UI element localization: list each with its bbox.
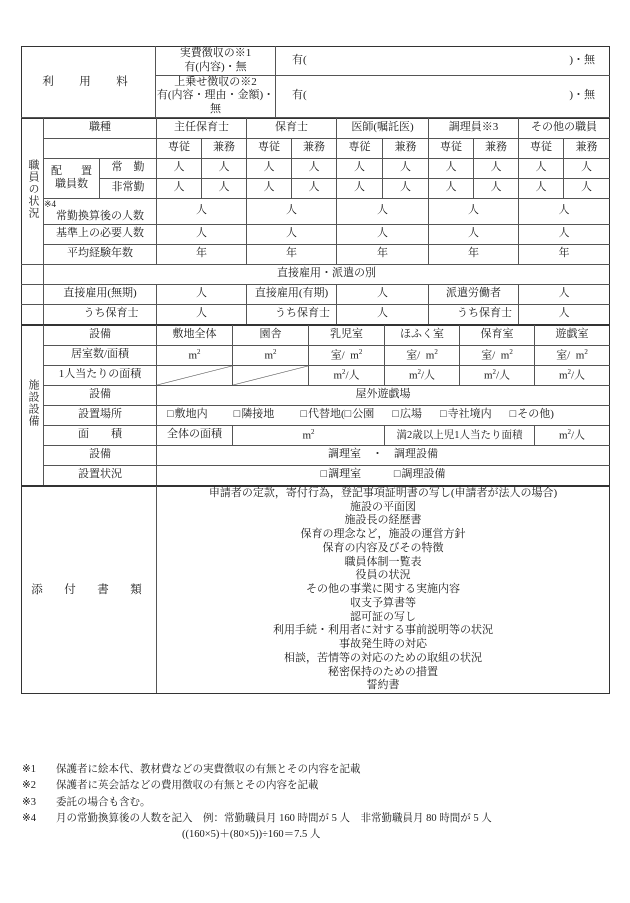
duty-header-spacer xyxy=(44,138,157,158)
install-option-cooking-equipment[interactable] xyxy=(394,468,446,480)
footnote-row-1 xyxy=(22,762,622,778)
attachment-item: 施設長の経歴書 xyxy=(344,514,422,527)
fte-value-0[interactable]: 人 xyxy=(157,198,247,224)
job-type-head-4: その他の職員 xyxy=(519,118,610,138)
staff-section-label-spacer-2 xyxy=(22,284,44,304)
duty-head-3-part: 兼務 xyxy=(474,138,519,158)
employment-type-2-label: 派遣労働者 xyxy=(429,284,519,304)
avg-years-value-3[interactable]: 年 xyxy=(429,244,519,264)
placement-count-label-line1: 配 置 xyxy=(51,164,96,177)
fte-value-1[interactable]: 人 xyxy=(247,198,337,224)
location-option-onsite-label: 敷地内 xyxy=(174,408,208,421)
fee-section-label: 利 用 料 xyxy=(22,47,156,118)
location-options-cell xyxy=(157,405,610,425)
required-value-1[interactable]: 人 xyxy=(247,224,337,244)
room-count-value-3[interactable]: 室/ $m^2$ xyxy=(385,345,460,365)
room-count-label: 居室数/面積 xyxy=(44,345,157,365)
attachment-item: 誓約書 xyxy=(366,679,400,692)
fee-actual-cost-value-prefix: 有( xyxy=(292,53,307,66)
fulltime-3-full[interactable]: 人 xyxy=(429,158,474,178)
area-total-label: 全体の面積 xyxy=(157,425,233,445)
install-option-cooking-equipment-label: 調理設備 xyxy=(401,468,446,481)
per-person-area-value-2[interactable]: $m^2/$人 xyxy=(309,365,385,385)
footnote-text-2: 保護者に英会話などの費用徴収の有無とその内容を記載 xyxy=(56,780,319,792)
attachments-list xyxy=(157,486,610,693)
footnotes xyxy=(22,762,622,843)
checkbox-icon: □ xyxy=(509,408,517,421)
fee-surcharge-value-cell[interactable] xyxy=(276,75,610,117)
avg-years-value-2[interactable]: 年 xyxy=(337,244,429,264)
room-count-value-2[interactable]: 室/ $m^2$ xyxy=(309,345,385,365)
fulltime-3-part[interactable]: 人 xyxy=(474,158,519,178)
required-value-0[interactable]: 人 xyxy=(157,224,247,244)
install-status-label: 設置状況 xyxy=(44,465,157,485)
area-total-value[interactable]: $m^2$ xyxy=(233,425,385,445)
avg-years-value-0[interactable]: 年 xyxy=(157,244,247,264)
footnote-mark-3: ※3 xyxy=(22,796,37,808)
parttime-2-full[interactable]: 人 xyxy=(337,178,383,198)
footnote-text-3: 委託の場合も含む。 xyxy=(56,796,151,808)
employment-type-0-value[interactable]: 人 xyxy=(157,284,247,304)
fte-label-text: 常勤換算後の人数 xyxy=(56,209,144,222)
employment-type-0-sub-value[interactable]: 人 xyxy=(157,304,247,324)
footnote-row-2 xyxy=(22,778,622,794)
duty-head-4-part: 兼務 xyxy=(564,138,610,158)
attachment-item: 収支予算書等 xyxy=(350,596,416,609)
cooking-equipment-label: 設備 xyxy=(44,445,157,465)
install-options-cell xyxy=(157,465,610,485)
attachment-item: 保育の理念など，施設の運営方針 xyxy=(300,528,466,540)
fee-actual-cost-criteria xyxy=(156,47,276,76)
attachment-item: 秘密保持のための措置 xyxy=(328,665,438,678)
location-option-adjacent[interactable] xyxy=(234,408,275,422)
facility-area-head-4: 保育室 xyxy=(460,325,535,345)
fte-label-note: ※4 xyxy=(44,199,57,210)
fulltime-1-part[interactable]: 人 xyxy=(292,158,337,178)
checkbox-icon: □ xyxy=(233,408,241,421)
footnote-text-1: 保護者に絵本代、教材費などの実費徴収の有無とその内容を記載 xyxy=(56,764,361,775)
employment-type-0-label: 直接雇用(無期) xyxy=(44,284,157,304)
job-type-head-3: 調理員※3 xyxy=(429,118,519,138)
area-label: 面 積 xyxy=(44,425,157,445)
room-count-value-4[interactable]: 室/ $m^2$ xyxy=(460,345,535,365)
location-option-alternative[interactable] xyxy=(300,408,344,422)
location-option-shrine[interactable] xyxy=(440,408,492,422)
duty-head-2-full: 専従 xyxy=(337,138,383,158)
footnote-mark-4: ※4 xyxy=(22,812,37,824)
location-option-plaza[interactable] xyxy=(392,408,422,422)
required-value-4[interactable]: 人 xyxy=(519,224,610,244)
checkbox-icon: □ xyxy=(439,408,447,421)
employment-type-1-value[interactable]: 人 xyxy=(337,284,429,304)
staff-section-label-spacer xyxy=(22,264,44,284)
facility-area-head-5: 遊戯室 xyxy=(535,325,610,345)
fee-surcharge-value-suffix: )・無 xyxy=(569,89,596,102)
fee-surcharge-line2: 有(内容・理由・金額)・無 xyxy=(156,89,275,115)
location-label: 設置場所 xyxy=(44,405,157,425)
fulltime-1-full[interactable]: 人 xyxy=(247,158,292,178)
attachment-item: 申請者の定款，寄付行為，登記事項証明書の写し(申請者が法人の場合) xyxy=(208,486,558,499)
install-option-cooking-room[interactable] xyxy=(320,468,361,480)
employment-type-2-value[interactable]: 人 xyxy=(519,284,610,304)
outdoor-playground-title: 屋外遊戯場 xyxy=(157,385,610,405)
attachment-item: 利用手続・利用者に対する事前説明等の状況 xyxy=(273,624,493,637)
per-person-area-value-0-blank xyxy=(157,365,233,385)
footnote-row-3 xyxy=(22,795,622,811)
parttime-0-full[interactable]: 人 xyxy=(157,178,202,198)
placement-count-label-line2: 職員数 xyxy=(55,178,88,191)
footnote-formula: ((160×5)＋(80×5))÷160＝7.5 人 xyxy=(182,829,321,841)
facility-area-head-2: 乳児室 xyxy=(309,325,385,345)
fte-value-3[interactable]: 人 xyxy=(429,198,519,224)
room-count-value-0[interactable]: $m^2$ xyxy=(157,345,233,365)
facility-section-label-text: 施設設備 xyxy=(27,378,39,427)
attachment-item: 相談，苦情等の対応のための取組の状況 xyxy=(284,651,482,664)
location-option-park-label: 公園 xyxy=(352,408,375,421)
placement-parttime-label: 非常勤 xyxy=(100,178,157,198)
employment-type-1-label: 直接雇用(有期) xyxy=(247,284,337,304)
required-value-2[interactable]: 人 xyxy=(337,224,429,244)
required-value-3[interactable]: 人 xyxy=(429,224,519,244)
duty-head-0-part: 兼務 xyxy=(202,138,247,158)
checkbox-icon: □ xyxy=(393,468,401,481)
fee-actual-cost-line2: 有(内容)・無 xyxy=(184,60,247,73)
avg-years-value-1[interactable]: 年 xyxy=(247,244,337,264)
location-option-other[interactable] xyxy=(510,408,554,422)
job-type-head-1: 保育士 xyxy=(247,118,337,138)
attachment-item: 保育の内容及びその特徴 xyxy=(322,541,444,554)
area-per-child-value[interactable]: $m^2/$人 xyxy=(535,425,610,445)
room-count-value-1[interactable]: $m^2$ xyxy=(233,345,309,365)
facility-area-head-3: ほふく室 xyxy=(385,325,460,345)
employment-type-1-sub-label: うち保育士 xyxy=(247,304,337,324)
facility-section-label xyxy=(22,325,44,485)
fee-actual-cost-line1: 実費徴収の※1 xyxy=(179,47,252,59)
parttime-0-part[interactable]: 人 xyxy=(202,178,247,198)
placement-fulltime-label: 常 勤 xyxy=(100,158,157,178)
job-type-header: 職種 xyxy=(44,118,157,138)
location-option-shrine-label: 寺社境内 xyxy=(447,408,492,421)
duty-head-2-part: 兼務 xyxy=(383,138,429,158)
attachment-item: 認可証の写し xyxy=(350,610,416,623)
staff-section-label xyxy=(22,118,44,264)
duty-head-0-full: 専従 xyxy=(157,138,202,158)
diagonal-strike-icon xyxy=(157,366,232,385)
footnote-mark-1: ※1 xyxy=(22,764,37,775)
placement-count-label xyxy=(44,158,100,198)
facility-equipment-header: 設備 xyxy=(44,325,157,345)
parttime-2-part[interactable]: 人 xyxy=(383,178,429,198)
employment-type-2-sub-label: うち保育士 xyxy=(429,304,519,324)
location-option-onsite[interactable] xyxy=(167,408,208,422)
attachments-section-label: 添 付 書 類 xyxy=(22,486,157,693)
duty-head-4-full: 専従 xyxy=(519,138,564,158)
staff-section-table xyxy=(21,118,610,325)
location-option-alternative-label: 代替地( xyxy=(307,408,345,421)
attachment-item: 役員の状況 xyxy=(355,569,411,582)
fulltime-0-full[interactable]: 人 xyxy=(157,158,202,178)
staff-section-label-text: 職員の状況 xyxy=(27,158,39,219)
location-option-park[interactable] xyxy=(345,408,375,422)
install-option-cooking-room-label: 調理室 xyxy=(328,468,362,481)
per-person-area-value-1-blank xyxy=(233,365,309,385)
fulltime-2-full[interactable]: 人 xyxy=(337,158,383,178)
parttime-4-part[interactable]: 人 xyxy=(564,178,610,198)
duty-head-1-full: 専従 xyxy=(247,138,292,158)
attachment-item: 施設の平面図 xyxy=(350,500,416,513)
attachment-item: 職員体制一覧表 xyxy=(344,555,422,568)
avg-years-value-4[interactable]: 年 xyxy=(519,244,610,264)
cooking-room-title: 調理室 ・ 調理設備 xyxy=(157,445,610,465)
fee-actual-cost-value-suffix: )・無 xyxy=(569,53,596,66)
staff-section-label-spacer-3 xyxy=(22,304,44,324)
location-option-adjacent-label: 隣接地 xyxy=(241,408,275,421)
per-person-area-value-3[interactable]: $m^2/$人 xyxy=(385,365,460,385)
employment-type-0-sub-label: うち保育士 xyxy=(44,304,157,324)
fulltime-2-part[interactable]: 人 xyxy=(383,158,429,178)
job-type-head-0: 主任保育士 xyxy=(157,118,247,138)
footnote-row-4 xyxy=(22,811,622,827)
diagonal-strike-icon-2 xyxy=(233,366,308,385)
required-count-label: 基準上の必要人数 xyxy=(44,224,157,244)
per-person-area-label: 1人当たりの面積 xyxy=(44,365,157,385)
per-person-area-value-5[interactable]: $m^2/$人 xyxy=(535,365,610,385)
duty-head-1-part: 兼務 xyxy=(292,138,337,158)
avg-years-label: 平均経験年数 xyxy=(44,244,157,264)
employment-type-header: 直接雇用・派遣の別 xyxy=(44,264,610,284)
parttime-3-part[interactable]: 人 xyxy=(474,178,519,198)
fte-value-4[interactable]: 人 xyxy=(519,198,610,224)
facility-area-head-0: 敷地全体 xyxy=(157,325,233,345)
checkbox-icon: □ xyxy=(167,408,174,421)
job-type-head-2: 医師(嘱託医) xyxy=(337,118,429,138)
fee-surcharge-line1: 上乗せ徴収の※2 xyxy=(174,75,257,88)
checkbox-icon: □ xyxy=(320,468,328,481)
facility-section-table xyxy=(21,325,610,486)
footnote-mark-2: ※2 xyxy=(22,780,37,792)
area-per-child-label: 満2歳以上児1人当たり面積 xyxy=(385,425,535,445)
attachment-item: その他の事業に関する実施内容 xyxy=(306,583,460,595)
employment-type-2-sub-value[interactable]: 人 xyxy=(519,304,610,324)
form-sheet xyxy=(21,46,609,694)
outdoor-equipment-label: 設備 xyxy=(44,385,157,405)
parttime-1-part[interactable]: 人 xyxy=(292,178,337,198)
fee-surcharge-criteria xyxy=(156,75,276,117)
fee-section-table xyxy=(21,46,610,118)
fee-surcharge-value-prefix: 有( xyxy=(292,89,307,102)
fte-label xyxy=(44,198,157,224)
checkbox-icon: □ xyxy=(300,408,307,421)
fee-actual-cost-value-cell[interactable] xyxy=(276,47,610,76)
location-option-plaza-label: 広場 xyxy=(399,408,422,421)
employment-type-1-sub-value[interactable]: 人 xyxy=(337,304,429,324)
fulltime-4-part[interactable]: 人 xyxy=(564,158,610,178)
fte-value-2[interactable]: 人 xyxy=(337,198,429,224)
fulltime-0-part[interactable]: 人 xyxy=(202,158,247,178)
parttime-4-full[interactable]: 人 xyxy=(519,178,564,198)
facility-area-head-1: 園舎 xyxy=(233,325,309,345)
fulltime-4-full[interactable]: 人 xyxy=(519,158,564,178)
checkbox-icon: □ xyxy=(392,408,399,421)
parttime-1-full[interactable]: 人 xyxy=(247,178,292,198)
room-count-value-5[interactable]: 室/ $m^2$ xyxy=(535,345,610,365)
attachment-item: 事故発生時の対応 xyxy=(339,638,427,650)
per-person-area-value-4[interactable]: $m^2/$人 xyxy=(460,365,535,385)
footnote-text-4: 月の常勤換算後の人数を記入 例：常勤職員月 160 時間が 5 人 非常勤職員月 80 時間が 5 人 xyxy=(56,812,492,824)
duty-head-3-full: 専従 xyxy=(429,138,474,158)
checkbox-icon: □ xyxy=(344,408,352,421)
parttime-3-full[interactable]: 人 xyxy=(429,178,474,198)
attachments-section-table xyxy=(21,486,610,694)
location-option-other-label: その他) xyxy=(517,408,554,421)
